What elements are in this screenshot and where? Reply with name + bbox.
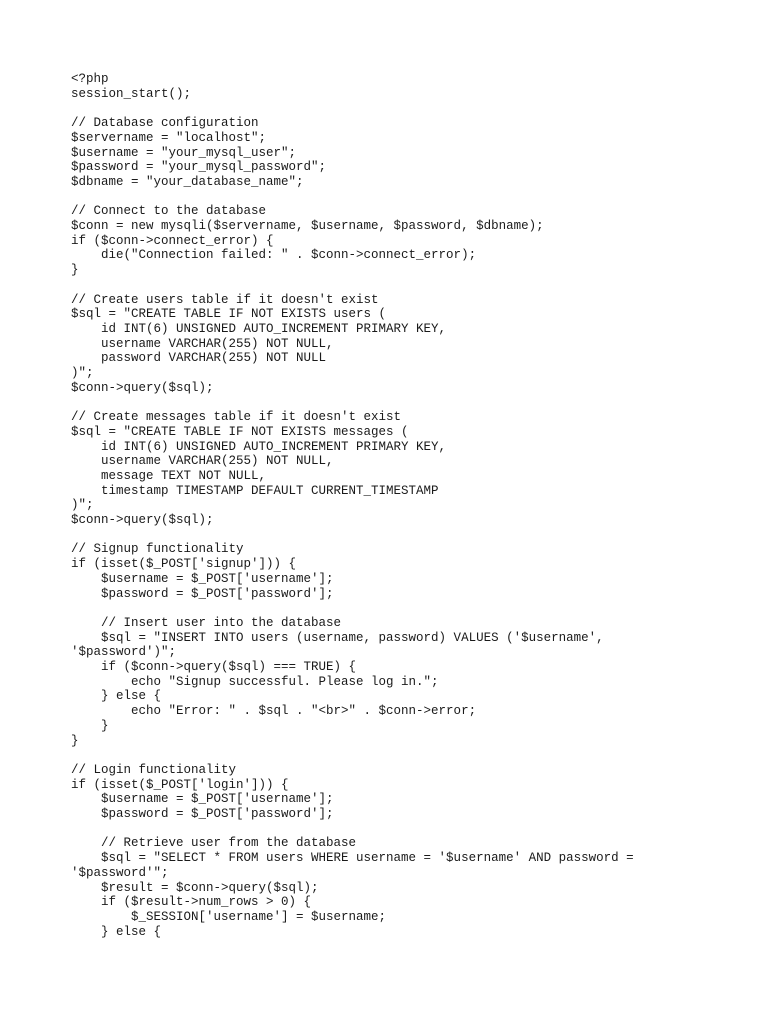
code-line: // Login functionality [71,762,237,777]
code-line: $conn = new mysqli($servername, $username, $password, $dbname); [71,219,544,233]
code-line: message TEXT NOT NULL, [71,468,267,483]
code-line: // Retrieve user from the database [71,836,357,851]
code-line: } [71,718,109,733]
code-line: if ($conn->connect_error) { [71,233,274,248]
code-line [71,528,731,543]
code-line [71,748,731,763]
code-line: $password = $_POST['password']; [71,807,334,822]
code-line: if ($result->num_rows > 0) { [71,895,312,910]
code-line: // Connect to the database [71,204,267,219]
code-line: // Signup functionality [71,542,244,557]
code-line: $_SESSION['username'] = $username; [71,909,387,924]
code-line: // Database configuration [71,116,259,131]
php-code-listing [71,72,731,939]
code-line: $username = $_POST['username']; [71,571,334,586]
code-line: $conn->query($sql); [71,513,214,528]
code-line [71,395,731,410]
code-line: username VARCHAR(255) NOT NULL, [71,336,334,351]
code-line: $password = $_POST['password']; [71,586,334,601]
code-line [71,101,731,116]
code-line: } else { [71,924,162,939]
code-line: $servername = "localhost"; [71,130,267,145]
code-line: id INT(6) UNSIGNED AUTO_INCREMENT PRIMARY KEY, [71,321,447,336]
code-line: )"; [71,498,94,513]
code-line: // Create users table if it doesn't exist [71,292,379,307]
code-line: <?php [71,72,109,86]
code-line [71,190,731,205]
code-line: $username = "your_mysql_user"; [71,145,297,160]
code-line: timestamp TIMESTAMP DEFAULT CURRENT_TIMESTAMP [71,483,439,498]
code-line [71,601,731,616]
code-line: echo "Signup successful. Please log in."; [71,674,439,689]
code-line: session_start(); [71,86,192,101]
code-line: '$password')"; [71,645,177,660]
code-line: // Create messages table if it doesn't exist [71,410,402,425]
code-line: $sql = "SELECT * FROM users WHERE username = '$username' AND password = [71,851,634,866]
code-line [71,822,731,837]
code-line: $result = $conn->query($sql); [71,880,319,895]
code-line: '$password'"; [71,865,169,880]
code-line: id INT(6) UNSIGNED AUTO_INCREMENT PRIMARY KEY, [71,439,447,454]
code-line: if ($conn->query($sql) === TRUE) { [71,660,357,675]
code-line: username VARCHAR(255) NOT NULL, [71,454,334,469]
code-line: $sql = "INSERT INTO users (username, password) VALUES ('$username', [71,630,604,645]
code-line: } else { [71,689,162,704]
code-line: echo "Error: " . $sql . "<br>" . $conn->error; [71,704,477,719]
code-line: die("Connection failed: " . $conn->connect_error); [71,248,477,263]
code-line: $sql = "CREATE TABLE IF NOT EXISTS users ( [71,307,387,322]
code-line: )"; [71,366,94,381]
code-line: // Insert user into the database [71,615,342,630]
code-line: if (isset($_POST['login'])) { [71,777,289,792]
code-line: $sql = "CREATE TABLE IF NOT EXISTS messages ( [71,424,409,439]
code-line: $conn->query($sql); [71,380,214,395]
code-line: $password = "your_mysql_password"; [71,160,327,175]
code-line: if (isset($_POST['signup'])) { [71,557,297,572]
code-line: password VARCHAR(255) NOT NULL [71,351,327,366]
code-line: $dbname = "your_database_name"; [71,174,304,189]
code-line: } [71,733,79,748]
code-line: } [71,263,79,278]
code-line: $username = $_POST['username']; [71,792,334,807]
code-line [71,278,731,293]
